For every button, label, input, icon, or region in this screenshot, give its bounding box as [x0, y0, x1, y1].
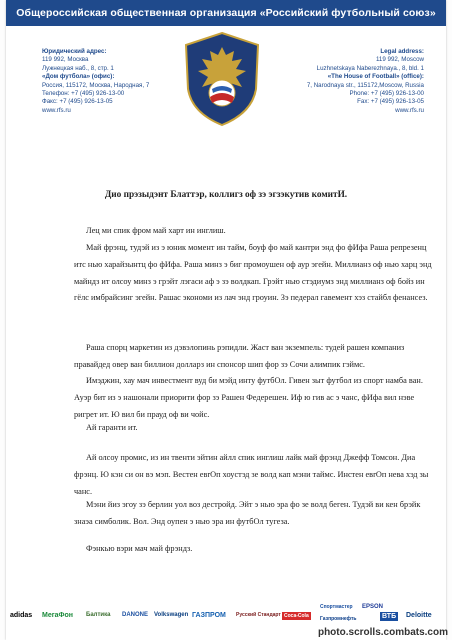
address-right-office-title: «The House of Football» (office): — [327, 73, 424, 81]
paragraph-1: Лец ми спик фром май харт ин инглиш. — [86, 226, 226, 235]
sponsor-volkswagen-logo: Volkswagen — [154, 612, 189, 618]
address-right-web: www.rfs.ru — [395, 106, 424, 114]
sponsor-gazpromneft-logo: Газпромнефть — [320, 616, 357, 622]
paragraph-5: Ай гаранти ит. — [86, 423, 138, 432]
paragraph-7: Мэни йиз эгоу зэ берлин уол воз дестройд. Эйт э нью эра фо зе волд беген. Тудэй ви кен брэйк знаэа симболик. Вол. Энд оупен э нью эра ин футбОл тугеза. — [74, 500, 421, 526]
sponsor-megafon-logo: МегаФон — [42, 612, 74, 619]
address-left-web: www.rfs.ru — [42, 106, 71, 114]
address-left-line1: 119 992, Москва — [42, 56, 89, 64]
sponsor-russian-standard-logo: Русский Стандарт — [236, 612, 281, 618]
address-left-line2: Лужнецкая наб., 8, стр. 1 — [42, 64, 114, 72]
letter-page — [6, 0, 446, 640]
sponsor-epson-logo: EPSON — [362, 604, 384, 610]
watermark: photo.scrolls.combats.com — [317, 627, 448, 638]
address-left-line3: Россия, 115172, Москва, Народная, 7 — [42, 81, 150, 89]
sponsor-danone-logo: DANONE — [122, 612, 149, 618]
paragraph-6: Ай олсоу промис, из ин твенти эйтин айлл спик инглиш лайк май фрэнд Джефф Томсон. Диа фрэнц. Ю кэн си он вэ мэп. Вестен евrОп хоустэд зе волд кап мэни таймс. Инстен евrОп нева хэд зы чанс. — [74, 453, 429, 496]
paragraph-2: Май фрэнц, тудэй из э юник момент ин тайм, боуф фо май кантри энд фо фИфа Раша репрезенц итс нью харайзынтц фо фИфа. Раша минз э биг промоушен оф аур эгейн. Миллианз оф нью харц энд майндз ит олсоу минз э грэйт лэгаси аф э зэ волдкап. Грэйт нью стэдиумз энд миллианз оф бойз ин гёлс имбрайсинг эгейн. Рашас экономи из лач энд гроуин. Зэ педерал гавемент хэз стайбл фенансез. — [74, 243, 432, 303]
address-right — [307, 48, 424, 115]
paragraph-3: Раша спорц маркетин из дэвэлопинь рэпидли. Жаст ван экземпель: тудей рашен компаниз правайдед овер ван биллион долларз ин спонсор шип фор зэ Сочи алимпик гэймс. — [74, 343, 405, 369]
address-left-office-title: «Дом футбола» (офис): — [42, 73, 115, 81]
address-left — [42, 48, 149, 115]
letter-heading: Дио прэзыдэнт Блаттэр, коллигз оф зэ эгзэкутив комитИ. — [104, 190, 348, 200]
address-right-line2: Luzhnetskaya Naberezhnaya., 8, bld. 1 — [316, 64, 424, 72]
address-right-line3: 7, Narodnaya str., 115172,Moscow, Russia — [306, 81, 424, 89]
rfu-emblem-logo — [182, 31, 262, 127]
address-right-line1: 119 992, Moscow — [375, 56, 424, 64]
paragraph-8: Фэнкью вэри мач май фрэндз. — [86, 544, 193, 553]
sponsor-coca-cola-logo: Coca-Cola — [284, 613, 309, 619]
paragraph-4: Имэджин, хау мач инвестмент вуд би мэйд инту футбОл. Гивен зыт футбол из спорт намба ван. Ауэр бит из э нашонали приорити фор зэ Рашен Федерешен. Иф ю гив ас э чанс, фИфа вил нэве ригрет ит. Ю вил би прауд оф ви чойс. — [74, 376, 423, 419]
address-right-title: Legal address: — [380, 48, 424, 55]
sponsor-gazprom-logo: ГАЗПРОМ — [192, 612, 226, 619]
address-right-phone: Phone: +7 (495) 926-13-00 — [349, 90, 424, 98]
sponsor-sportmaster-logo: Спортмастер — [320, 604, 353, 610]
sponsor-vtb-logo: ВТБ — [382, 613, 397, 620]
sponsor-baltika-logo: Балтика — [86, 612, 111, 618]
sponsor-deloitte-logo: Deloitte — [406, 612, 432, 619]
address-left-fax: Факс: +7 (495) 926-13-05 — [42, 98, 113, 106]
address-left-phone: Телефон: +7 (495) 926-13-00 — [42, 90, 125, 98]
sponsor-adidas-logo: adidas — [10, 612, 33, 619]
address-left-title: Юридический адрес: — [42, 48, 107, 55]
address-right-fax: Fax: +7 (495) 926-13-05 — [357, 98, 424, 106]
header-banner: Общероссийская общественная организация «Российский футбольный союз» — [6, 0, 446, 26]
